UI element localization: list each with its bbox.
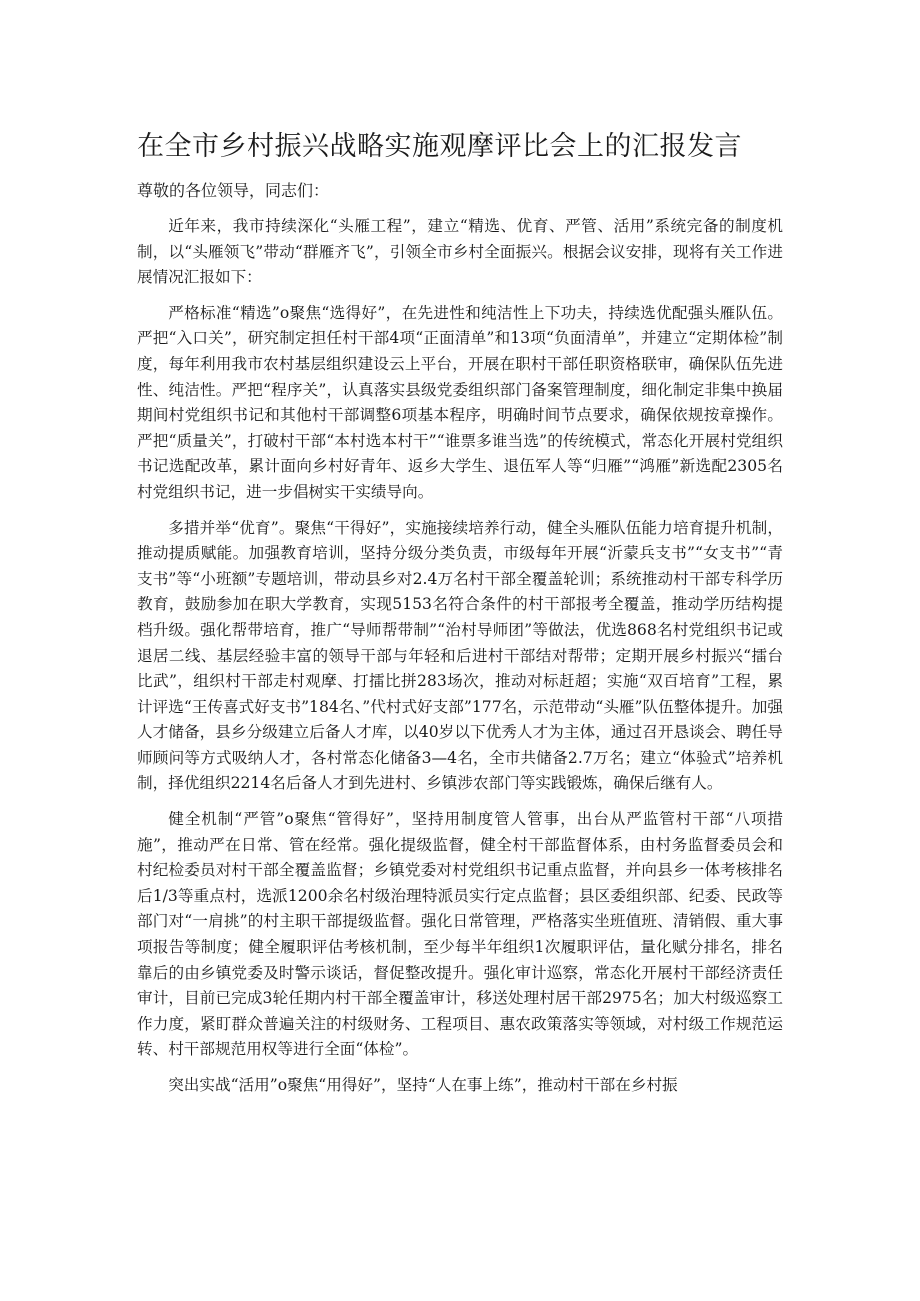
- paragraph-cultivate: 多措并举“优育”。聚焦“干得好”，实施接续培养行动，健全头雁队伍能力培育提升机制，推动提质赋能。加强教育培训，坚持分级分类负责，市级每年开展“沂蒙兵支书”“女支书”“青支书”等“小班额”专题培训，带动县乡对2.4万名村干部全覆盖轮训；系统推动村干部专科学历教育，鼓励参加在职大学教育，实现5153名符合条件的村干部报考全覆盖，推动学历结构提档升级。强化帮带培育，推广“导师帮带制”“治村导师团”等做法，优选868名村党组织书记或退居二线、基层经验丰富的领导干部与年轻和后进村干部结对帮带；定期开展乡村振兴“擂台比武”，组织村干部走村观摩、打擂比拼283场次，推动对标赶超；实施“双百培育”工程，累计评选“王传喜式好支书”184名、”代村式好支部”177名，示范带动“头雁”队伍整体提升。加强人才储备，县乡分级建立后备人才库，以40岁以下优秀人才为主体，通过召开恳谈会、聘任导师顾问等方式吸纳人才，各村常态化储备3—4名，全市共储备2.7万名；建立“体验式”培养机制，择优组织2214名后备人才到先进村、乡镇涉农部门等实践锻炼，确保后继有人。: [137, 518, 783, 793]
- paragraph-select: 严格标准“精选”o聚焦“选得好”，在先进性和纯洁性上下功夫，持续选优配强头雁队伍。严把“入口关”，研究制定担任村干部4项“正面清单”和13项“负面清单”，并建立“定期体检”制度，每年利用我市农村基层组织建设云上平台，开展在职村干部任职资格联审，确保队伍先进性、纯洁性。严把“程序关”，认真落实县级党委组织部门备案管理制度，细化制定非集中换届期间村党组织书记和其他村干部调整6项基本程序，明确时间节点要求，确保依规按章操作。严把“质量关”，打破村干部“本村选本村干”“谁票多谁当选”的传统模式，常态化开展村党组织书记选配改革，累计面向乡村好青年、返乡大学生、退伍军人等“归雁”“鸿雁”新选配2305名村党组织书记，进一步倡树实干实绩导向。: [137, 303, 783, 501]
- paragraph-manage: 健全机制“严管”o聚焦“管得好”，坚持用制度管人管事，出台从严监管村干部“八项措施”，推动严在日常、管在经常。强化提级监督，健全村干部监督体系，由村务监督委员会和村纪检委员对村干部全覆盖监督；乡镇党委对村党组织书记重点监督，并向县乡一体考核排名后1/3等重点村，选派1200余名村级治理特派员实行定点监督；县区委组织部、纪委、民政等部门对“一肩挑”的村主职干部提级监督。强化日常管理，严格落实坐班值班、清销假、重大事项报告等制度；健全履职评估考核机制，至少每半年组织1次履职评估，量化赋分排名，排名靠后的由乡镇党委及时警示谈话，督促整改提升。强化审计巡察，常态化开展村干部经济责任审计，目前已完成3轮任期内村干部全覆盖审计，移送处理村居干部2975名；加大村级巡察工作力度，紧盯群众普遍关注的村级财务、工程项目、惠农政策落实等领域，对村级工作规范运转、村干部规范用权等进行全面“体检”。: [137, 810, 783, 1059]
- salutation: 尊敬的各位领导，同志们：: [137, 181, 330, 200]
- document-page: [137, 128, 783, 1099]
- document-title: 在全市乡村振兴战略实施观摩评比会上的汇报发言: [137, 131, 742, 162]
- paragraph-use: 突出实战“活用”o聚焦“用得好”，坚持“人在事上练”，推动村干部在乡村振: [168, 1076, 678, 1094]
- paragraph-intro: 近年来，我市持续深化“头雁工程”，建立“精选、优育、严管、活用”系统完备的制度机制，以“头雁领飞”带动“群雁齐飞”，引领全市乡村全面振兴。根据会议安排，现将有关工作进展情况汇报如下：: [137, 217, 783, 287]
